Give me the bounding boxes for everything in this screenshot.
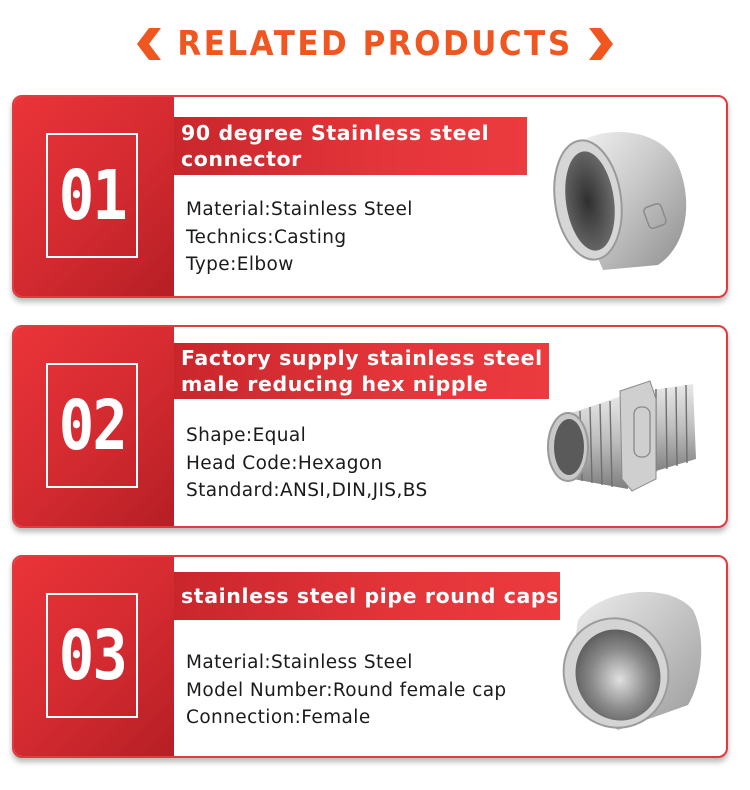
product-number: 01 xyxy=(58,155,126,236)
product-title-band xyxy=(174,117,527,175)
product-number: 03 xyxy=(58,615,126,696)
spec-list xyxy=(186,196,413,279)
number-box xyxy=(46,363,138,488)
number-panel xyxy=(14,557,174,756)
number-panel xyxy=(14,327,174,526)
product-card-1[interactable] xyxy=(12,95,728,298)
product-title-line: Factory supply stainless steel xyxy=(181,346,543,370)
product-number: 02 xyxy=(58,385,126,466)
spec-item: Standard:ANSI,DIN,JIS,BS xyxy=(186,480,428,501)
hex-nipple-image[interactable] xyxy=(528,339,708,519)
number-panel xyxy=(14,97,174,296)
product-card-2[interactable] xyxy=(12,325,728,528)
product-title-line: 90 degree Stainless steel xyxy=(181,121,490,145)
spec-item: Head Code:Hexagon xyxy=(186,452,383,474)
spec-item: Material:Stainless Steel xyxy=(186,199,413,220)
product-title-band xyxy=(174,572,560,620)
product-title-line: stainless steel pipe round caps xyxy=(181,584,559,608)
section-heading xyxy=(0,22,750,66)
number-box xyxy=(46,133,138,258)
spec-item: Type:Elbow xyxy=(186,254,294,275)
product-title-band xyxy=(174,343,549,399)
product-title-line: connector xyxy=(181,147,302,171)
product-title-line: male reducing hex nipple xyxy=(181,372,489,396)
chevron-right-icon xyxy=(587,26,615,62)
spec-item: Technics:Casting xyxy=(186,226,347,248)
elbow-fitting-image[interactable] xyxy=(528,105,708,285)
spec-list xyxy=(186,422,428,505)
spec-item: Shape:Equal xyxy=(186,425,307,446)
product-card-3[interactable] xyxy=(12,555,728,758)
number-box xyxy=(46,593,138,718)
spec-item: Material:Stainless Steel xyxy=(186,652,413,673)
spec-item: Connection:Female xyxy=(186,707,371,728)
spec-list xyxy=(186,649,507,732)
chevron-left-icon xyxy=(135,26,163,62)
round-cap-image[interactable] xyxy=(528,565,708,745)
section-title: RELATED PRODUCTS xyxy=(177,24,573,64)
spec-item: Model Number:Round female cap xyxy=(186,679,507,701)
